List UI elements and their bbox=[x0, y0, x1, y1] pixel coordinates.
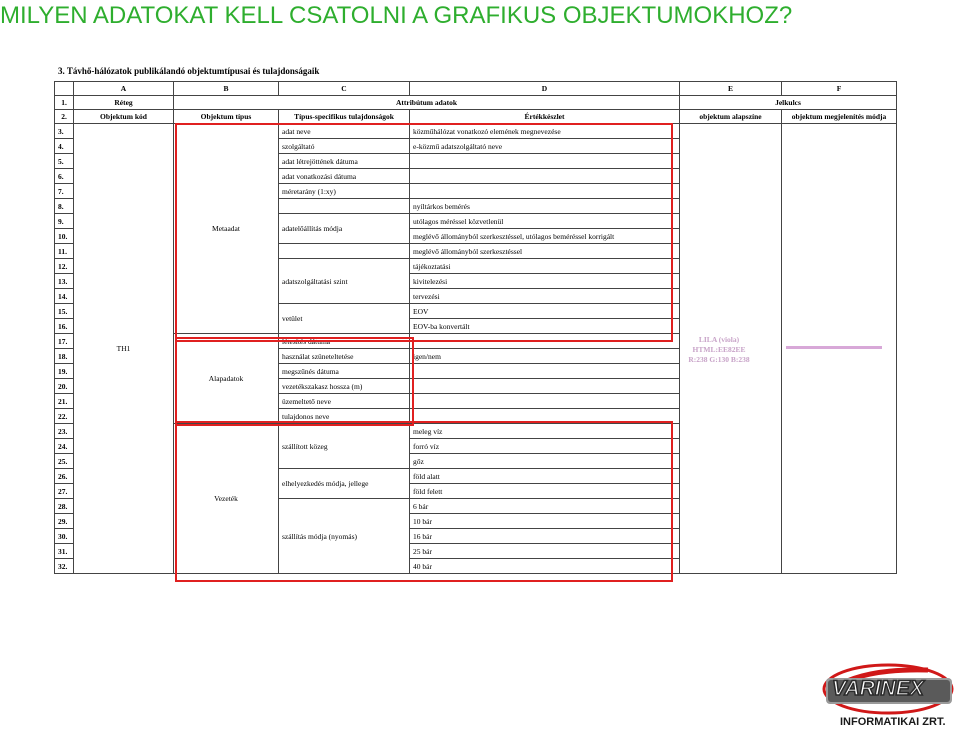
table-row: 4. szolgáltató e-közmű adatszolgáltató neve bbox=[55, 139, 897, 154]
header-row-2: 2. Objektum kód Objektum típus Típus-specifikus tulajdonságok Értékkészlet objektum alapszíne objektum megjelenítés módja bbox=[55, 110, 897, 124]
varinex-logo bbox=[818, 658, 958, 728]
table-row: 14. tervezési bbox=[55, 289, 897, 304]
table-row: 23. Vezeték szállított közeg meleg víz bbox=[55, 424, 897, 439]
base-color-header: objektum alapszíne bbox=[680, 110, 782, 124]
attribute-table bbox=[54, 81, 897, 574]
table-row: 24. forró víz bbox=[55, 439, 897, 454]
section-title: 3. Távhő-hálózatok publikálandó objektumtípusai és tulajdonságaik bbox=[58, 66, 320, 76]
table-row: 25. gőz bbox=[55, 454, 897, 469]
logo-wordmark: VARINEX bbox=[832, 677, 924, 700]
table-row: 18. használat szüneteltetése igen/nem bbox=[55, 349, 897, 364]
table-row: 10. meglévő állományból szerkesztéssel, utólagos beméréssel korrigált bbox=[55, 229, 897, 244]
table-row: 17. Alapadatok létesítés dátuma bbox=[55, 334, 897, 349]
table-row: 15. vetület EOV bbox=[55, 304, 897, 319]
col-e: E bbox=[680, 82, 782, 96]
color-html: HTML:EE82EE bbox=[692, 345, 746, 354]
column-letter-row bbox=[55, 82, 897, 96]
table-row: 31. 25 bár bbox=[55, 544, 897, 559]
table-row: 28. szállítás módja (nyomás) 6 bár bbox=[55, 499, 897, 514]
col-d: D bbox=[410, 82, 680, 96]
header-row-1: 1. Réteg Attribútum adatok Jelkulcs bbox=[55, 96, 897, 110]
line-style-swatch bbox=[786, 346, 882, 349]
table-row: 11. meglévő állományból szerkesztéssel bbox=[55, 244, 897, 259]
table-row: 16. EOV-ba konvertált bbox=[55, 319, 897, 334]
object-code-cell: TH1 bbox=[74, 124, 174, 574]
table-row: 7. méretarány (1:xy) bbox=[55, 184, 897, 199]
table-row: 19. megszűnés dátuma bbox=[55, 364, 897, 379]
table-row: 5. adat létrejöttének dátuma bbox=[55, 154, 897, 169]
table-row: 13. kivitelezési bbox=[55, 274, 897, 289]
slide-title: MILYEN ADATOKAT KELL CSATOLNI A GRAFIKUS OBJEKTUMOKHOZ? bbox=[0, 2, 793, 29]
layer-header: Réteg bbox=[74, 96, 174, 110]
table-row: 9. adatelőállítás módja utólagos méréssel közvetlenül bbox=[55, 214, 897, 229]
col-b: B bbox=[174, 82, 279, 96]
col-a: A bbox=[74, 82, 174, 96]
table-row: 32. 40 bár bbox=[55, 559, 897, 574]
code-header: Objektum kód bbox=[74, 110, 174, 124]
type-header: Objektum típus bbox=[174, 110, 279, 124]
table-row: 29. 10 bár bbox=[55, 514, 897, 529]
group-vezetek: Vezeték bbox=[174, 424, 279, 574]
display-header: objektum megjelenítés módja bbox=[782, 110, 897, 124]
table-row: 21. üzemeltető neve bbox=[55, 394, 897, 409]
col-c: C bbox=[279, 82, 410, 96]
table-row: 20. vezetékszakasz hossza (m) bbox=[55, 379, 897, 394]
table-row: 27. föld felett bbox=[55, 484, 897, 499]
attributes-header: Attribútum adatok bbox=[174, 96, 680, 110]
table-row: 8. nyíltárkos bemérés bbox=[55, 199, 897, 214]
table-row: 6. adat vonatkozási dátuma bbox=[55, 169, 897, 184]
group-alapadatok: Alapadatok bbox=[174, 334, 279, 424]
table-row: 12. adatszolgáltatási szint tájékoztatási bbox=[55, 259, 897, 274]
color-rgb: R:238 G:130 B:238 bbox=[688, 355, 750, 364]
base-color-info bbox=[660, 335, 778, 365]
table-row: 22. tulajdonos neve bbox=[55, 409, 897, 424]
values-header: Értékkészlet bbox=[410, 110, 680, 124]
col-f: F bbox=[782, 82, 897, 96]
group-metaadat: Metaadat bbox=[174, 124, 279, 334]
table-row: 30. 16 bár bbox=[55, 529, 897, 544]
table-row: 26. elhelyezkedés módja, jellege föld alatt bbox=[55, 469, 897, 484]
table-row: 3. TH1 Metaadat adat neve közműhálózat vonatkozó elemének megnevezése bbox=[55, 124, 897, 139]
color-name: LILA (viola) bbox=[698, 335, 740, 344]
logo-subtitle: INFORMATIKAI ZRT. bbox=[840, 716, 946, 728]
props-header: Típus-specifikus tulajdonságok bbox=[279, 110, 410, 124]
symbol-header: Jelkulcs bbox=[680, 96, 897, 110]
